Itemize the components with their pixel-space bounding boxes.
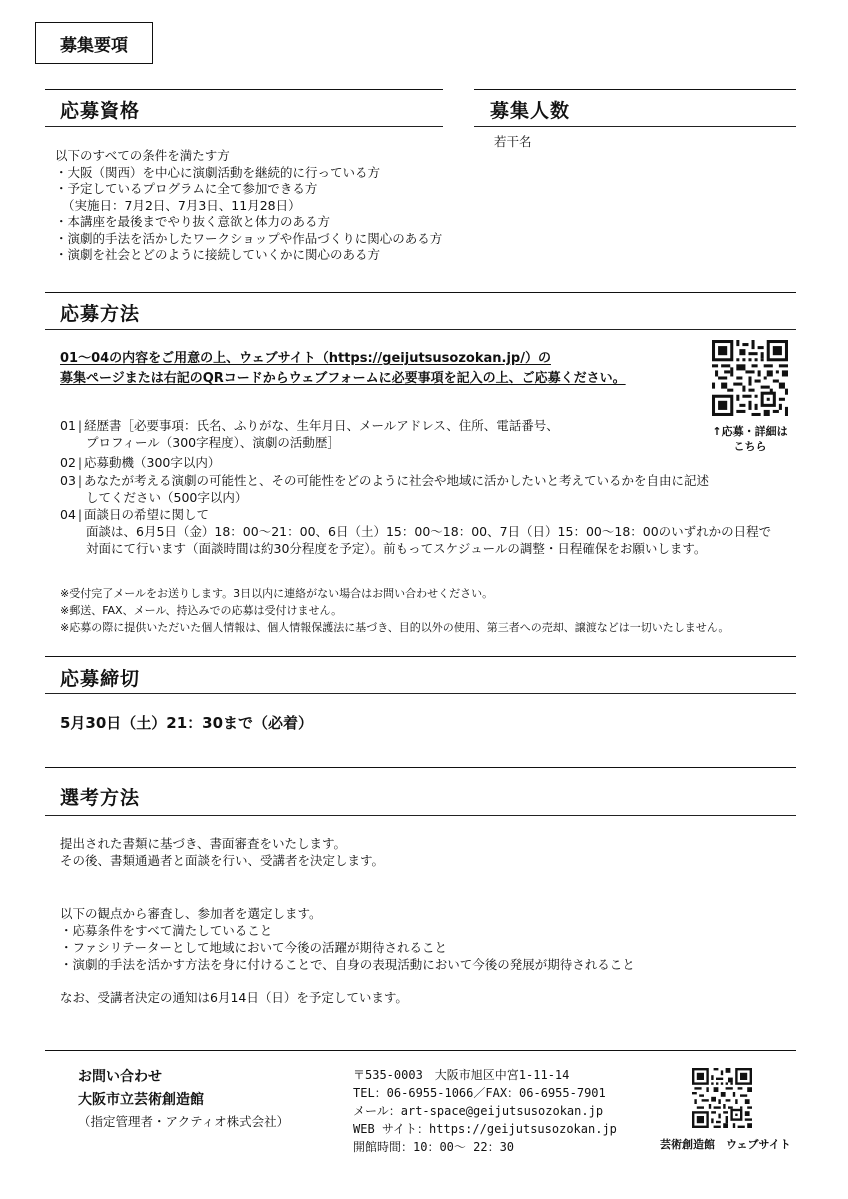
footer-rule bbox=[45, 1050, 796, 1051]
eligibility-intro: 以下のすべての条件を満たす方 bbox=[55, 148, 230, 163]
item-text: あなたが考える演劇の可能性と、その可能性をどのように社会や地域に活かしたいと考えているかを自由に記述 bbox=[84, 473, 710, 488]
contact-tel-fax: TEL：06-6955-1066／FAX：06-6955-7901 bbox=[353, 1086, 606, 1100]
deadline-value: 5月30日（土）21：30まで（必着） bbox=[60, 714, 314, 732]
contact-website[interactable]: WEB サイト：https://geijutsusozokan.jp bbox=[353, 1122, 617, 1136]
selection-text: その後、書類通過者と面談を行い、受講者を決定します。 bbox=[60, 853, 385, 868]
method-lead-line1: 01～04の内容をご用意の上、ウェブサイト（https://geijutsusozokan.jp/）の bbox=[60, 351, 551, 366]
eligibility-item: ・本講座を最後までやり抜く意欲と体力のある方 bbox=[55, 214, 331, 229]
item-text: 面談日の希望に関して bbox=[84, 507, 210, 522]
eligibility-item: （実施日：7月2日、7月3日、11月28日） bbox=[62, 197, 301, 213]
contact-address: 〒535-0003 大阪市旭区中宮1-11-14 bbox=[353, 1068, 570, 1082]
deadline-heading: 応募締切 bbox=[60, 668, 141, 690]
method-item-cont: してください（500字以内） bbox=[86, 490, 248, 505]
eligibility-item: ・演劇的手法を活かしたワークショップや作品づくりに関心のある方 bbox=[55, 230, 443, 246]
method-item-cont: プロフィール（300字程度）、演劇の活動歴］ bbox=[86, 435, 340, 450]
contact-manager: （指定管理者・アクティオ株式会社） bbox=[78, 1114, 290, 1129]
method-item bbox=[60, 453, 220, 471]
eligibility-item: ・演劇を社会とどのように接続していくかに関心のある方 bbox=[55, 247, 381, 262]
method-lead-line2: 募集ページまたは右記のQRコードからウェブフォームに必要事項を記入の上、ご応募ください。 bbox=[60, 371, 626, 386]
method-item-cont: 対面にて行います（面談時間は約30分程度を予定）。前もってスケジュールの調整・日程確保をお願いします。 bbox=[86, 541, 707, 556]
contact-org: 大阪市立芸術創造館 bbox=[78, 1092, 204, 1108]
selection-notice: なお、受講者決定の通知は6月14日（日）を予定しています。 bbox=[60, 990, 408, 1005]
method-note: ※応募の際に提供いただいた個人情報は、個人情報保護法に基づき、目的以外の使用、第三者への売却、譲渡などは一切いたしません。 bbox=[60, 621, 730, 634]
eligibility-rule-top bbox=[45, 89, 443, 90]
eligibility-item: ・大阪（関西）を中心に演劇活動を継続的に行っている方 bbox=[55, 164, 381, 180]
item-divider: | bbox=[77, 418, 83, 433]
item-number: 02 bbox=[60, 455, 76, 470]
item-number: 04 bbox=[60, 507, 76, 522]
method-rule-top bbox=[45, 292, 796, 293]
item-divider: | bbox=[77, 455, 83, 470]
item-text: 経歴書［必要事項：氏名、ふりがな、生年月日、メールアドレス、住所、電話番号、 bbox=[84, 418, 559, 433]
item-number: 01 bbox=[60, 418, 76, 433]
eligibility-heading: 応募資格 bbox=[60, 100, 141, 122]
method-item bbox=[60, 505, 209, 523]
qr-caption-line2: こちら bbox=[733, 440, 767, 453]
selection-heading: 選考方法 bbox=[60, 787, 141, 809]
method-note: ※郵送、FAX、メール、持込みでの応募は受付けません。 bbox=[60, 604, 343, 617]
method-heading: 応募方法 bbox=[60, 303, 141, 325]
deadline-rule-top bbox=[45, 656, 796, 657]
selection-text: 提出された書類に基づき、書面審査をいたします。 bbox=[60, 836, 347, 851]
capacity-heading: 募集人数 bbox=[490, 100, 571, 122]
contact-email[interactable]: メール：art-space@geijutsusozokan.jp bbox=[353, 1104, 604, 1118]
capacity-rule-bottom bbox=[474, 126, 796, 127]
method-item-cont: 面談は、6月5日（金）18：00～21：00、6日（土）15：00～18：00、7日（日）15：00～18：00のいずれかの日程で bbox=[86, 524, 772, 539]
item-text: 応募動機（300字以内） bbox=[84, 455, 221, 470]
contact-label: お問い合わせ bbox=[78, 1069, 162, 1085]
selection-rule-top bbox=[45, 767, 796, 768]
method-item bbox=[60, 416, 559, 434]
method-rule-bottom bbox=[45, 329, 796, 330]
eligibility-item: ・予定しているプログラムに全て参加できる方 bbox=[55, 181, 318, 196]
selection-criterion: ・応募条件をすべて満たしていること bbox=[60, 923, 273, 938]
page-title: 募集要項 bbox=[35, 22, 153, 64]
item-divider: | bbox=[77, 473, 83, 488]
method-note: ※受付完了メールをお送りします。3日以内に連絡がない場合はお問い合わせください。 bbox=[60, 587, 494, 600]
selection-criterion: ・演劇的手法を活かす方法を身に付けることで、自身の表現活動において今後の発展が期待されること bbox=[60, 957, 635, 972]
capacity-rule-top bbox=[474, 89, 796, 90]
method-item bbox=[60, 471, 709, 489]
item-divider: | bbox=[77, 507, 83, 522]
contact-hours: 開館時間：10：00～ 22：30 bbox=[353, 1140, 515, 1154]
selection-criterion: ・ファシリテーターとして地域において今後の活躍が期待されること bbox=[60, 940, 448, 955]
selection-rule-bottom bbox=[45, 815, 796, 816]
item-number: 03 bbox=[60, 473, 76, 488]
qr-caption-line1: ↑応募・詳細は bbox=[712, 425, 788, 438]
deadline-rule-bottom bbox=[45, 693, 796, 694]
eligibility-rule-bottom bbox=[45, 126, 443, 127]
application-qr-code[interactable] bbox=[712, 340, 788, 416]
capacity-value: 若干名 bbox=[494, 134, 532, 149]
selection-text: 以下の観点から審査し、参加者を選定します。 bbox=[60, 906, 322, 921]
website-qr-code[interactable] bbox=[692, 1068, 752, 1128]
website-qr-caption: 芸術創造館 ウェブサイト bbox=[660, 1138, 791, 1151]
